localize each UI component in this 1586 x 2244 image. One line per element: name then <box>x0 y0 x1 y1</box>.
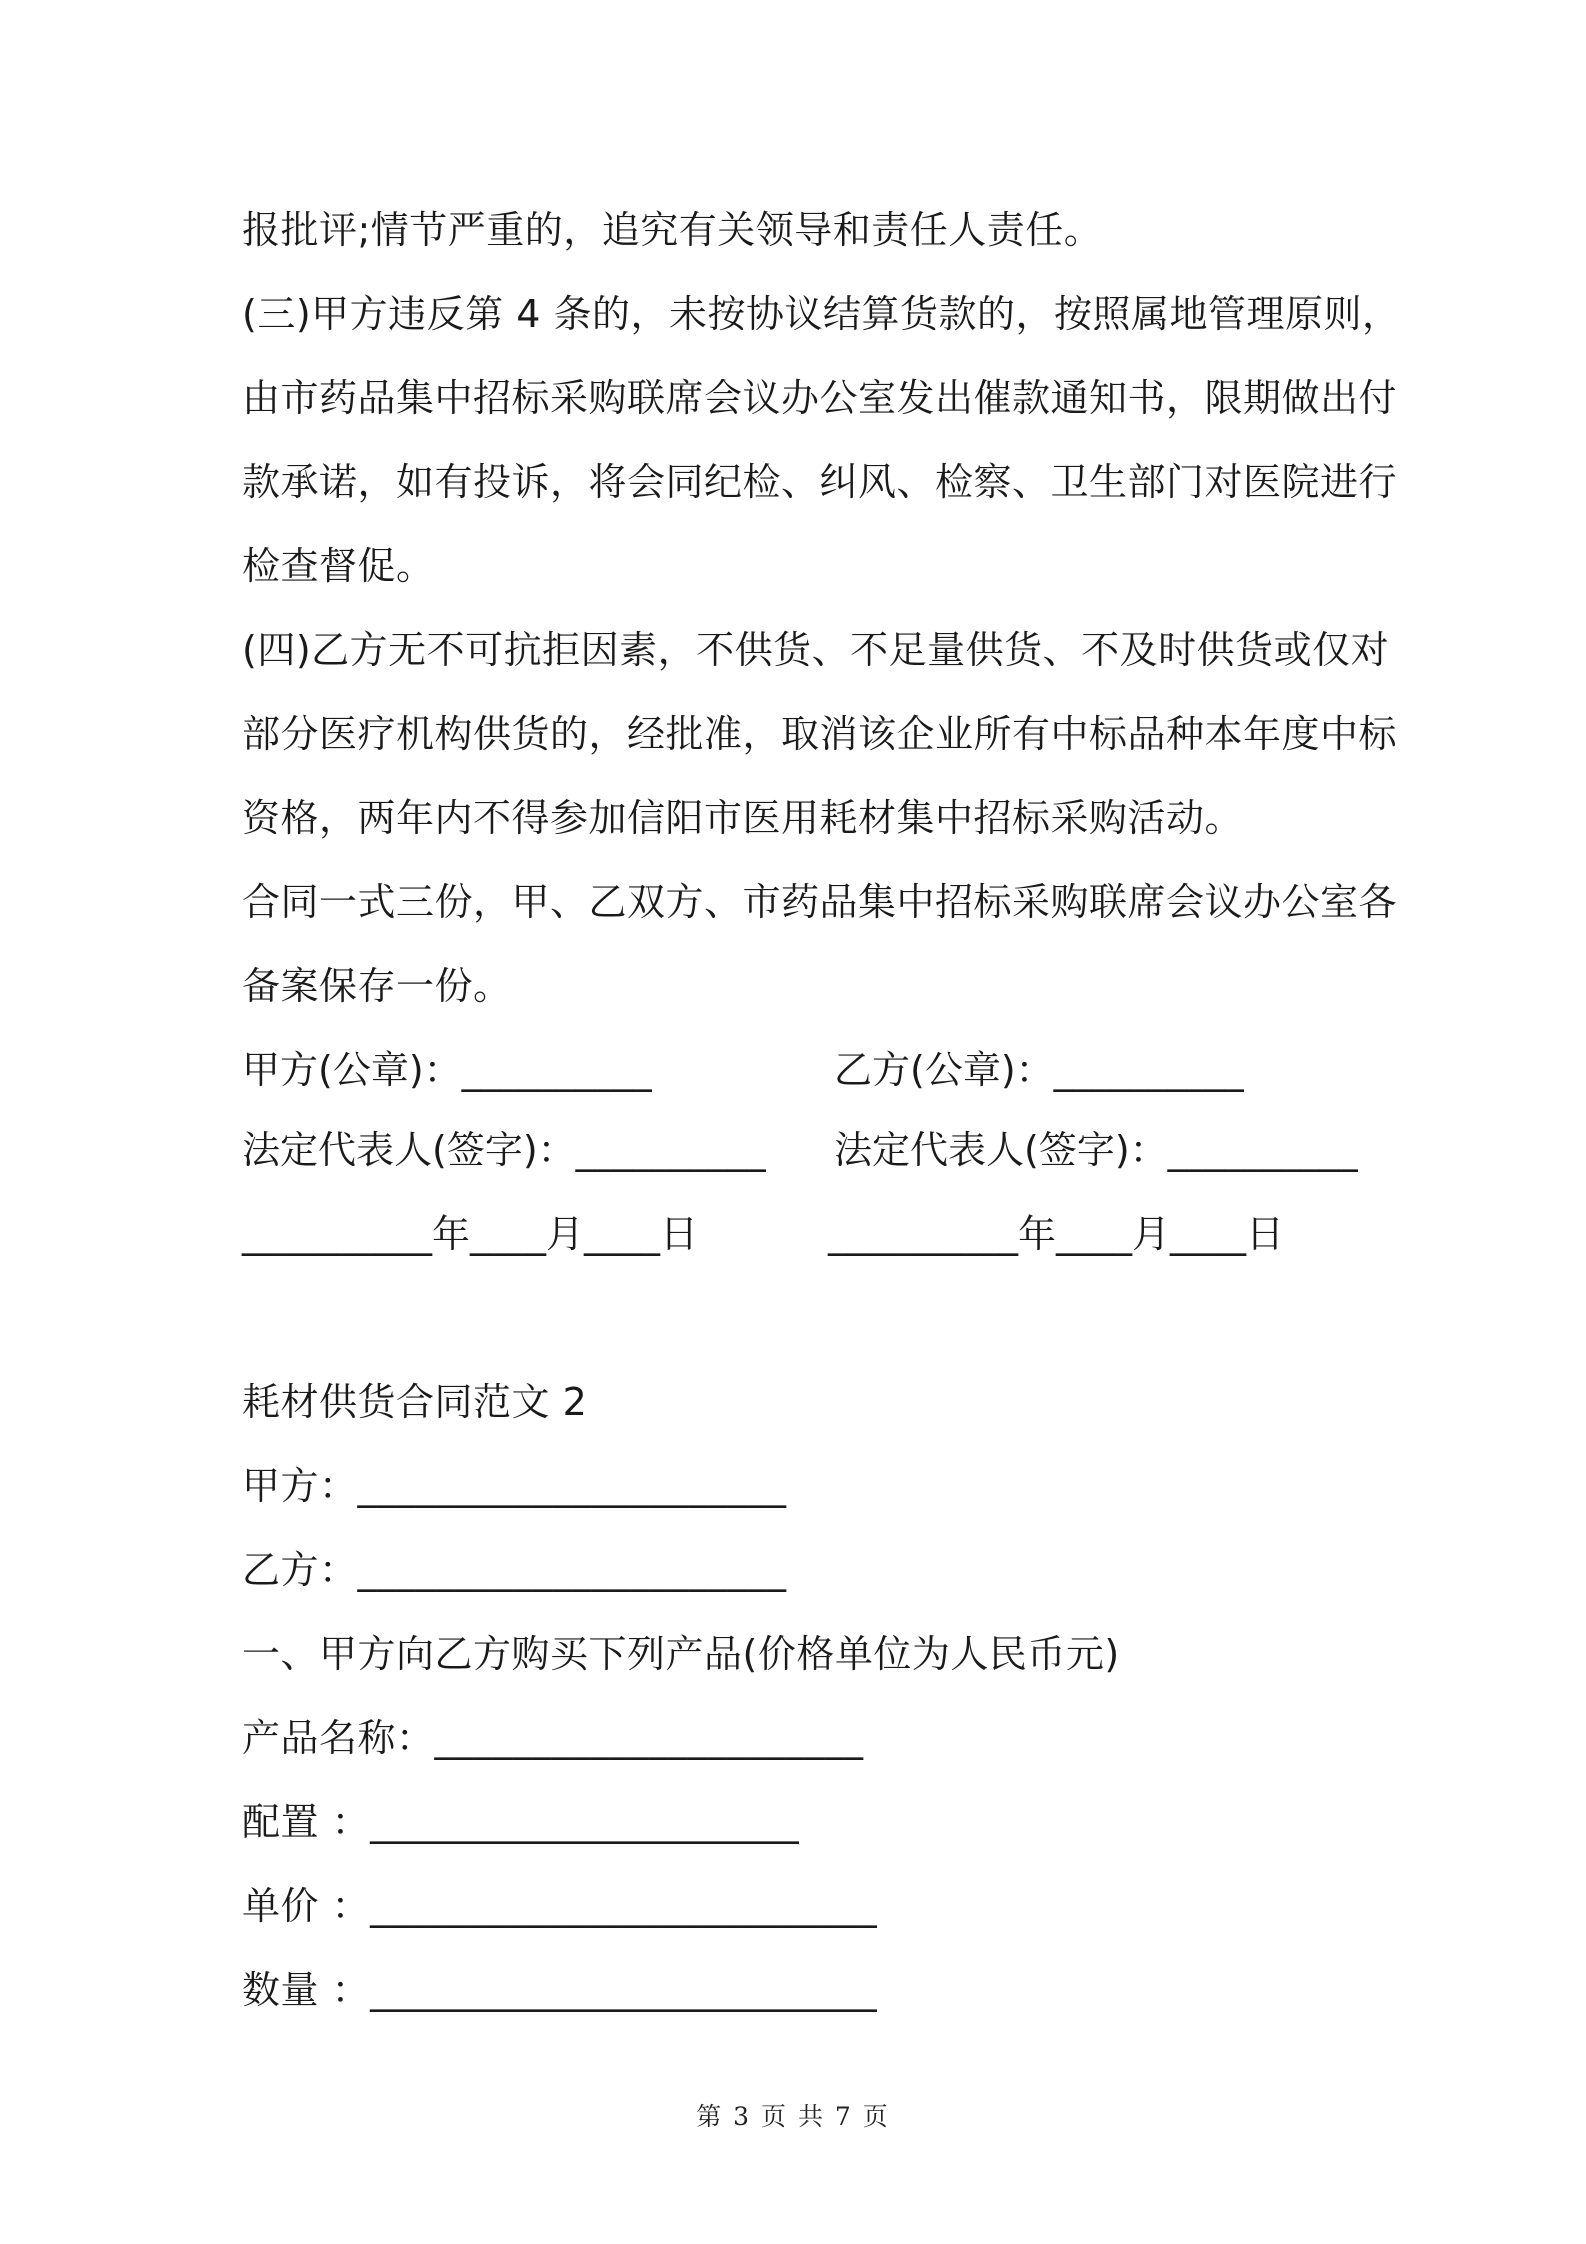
paragraph-line: (三)甲方违反第 4 条的，未按协议结算货款的，按照属地管理原则， <box>242 292 1401 336</box>
config-field: 配置 ：______________________ <box>242 1800 800 1844</box>
party-a-date: __________年____月____日 <box>242 1212 699 1256</box>
party-a-field: 甲方：______________________ <box>242 1464 787 1508</box>
paragraph-line: 备案保存一份。 <box>242 964 512 1008</box>
paragraph-line: 款承诺，如有投诉，将会同纪检、纠风、检察、卫生部门对医院进行 <box>242 460 1398 504</box>
paragraph-line: (四)乙方无不可抗拒因素，不供货、不足量供货、不及时供货或仅对 <box>242 628 1390 672</box>
product-name-field: 产品名称：______________________ <box>242 1716 864 1760</box>
clause-1: 一、甲方向乙方购买下列产品(价格单位为人民币元) <box>242 1632 1120 1676</box>
paragraph-line: 合同一式三份，甲、乙双方、市药品集中招标采购联席会议办公室各 <box>242 880 1398 924</box>
paragraph-line: 由市药品集中招标采购联席会议办公室发出催款通知书，限期做出付 <box>242 376 1398 420</box>
paragraph-line: 报批评;情节严重的，追究有关领导和责任人责任。 <box>242 208 1103 252</box>
party-b-representative: 法定代表人(签字)：__________ <box>834 1128 1358 1172</box>
party-b-field: 乙方：______________________ <box>242 1548 787 1592</box>
page-footer: 第 3 页 共 7 页 <box>696 2102 890 2131</box>
party-a-seal: 甲方(公章)：__________ <box>242 1048 652 1092</box>
quantity-field: 数量 ：__________________________ <box>242 1968 878 2012</box>
paragraph-line: 部分医疗机构供货的，经批准，取消该企业所有中标品种本年度中标 <box>242 712 1398 756</box>
party-b-seal: 乙方(公章)：__________ <box>834 1048 1244 1092</box>
paragraph-line: 资格，两年内不得参加信阳市医用耗材集中招标采购活动。 <box>242 796 1244 840</box>
unit-price-field: 单价 ：__________________________ <box>242 1884 878 1928</box>
party-a-representative: 法定代表人(签字)：__________ <box>242 1128 766 1172</box>
party-b-date: __________年____月____日 <box>828 1212 1285 1256</box>
section-title: 耗材供货合同范文 2 <box>242 1380 588 1424</box>
paragraph-line: 检查督促。 <box>242 544 435 588</box>
